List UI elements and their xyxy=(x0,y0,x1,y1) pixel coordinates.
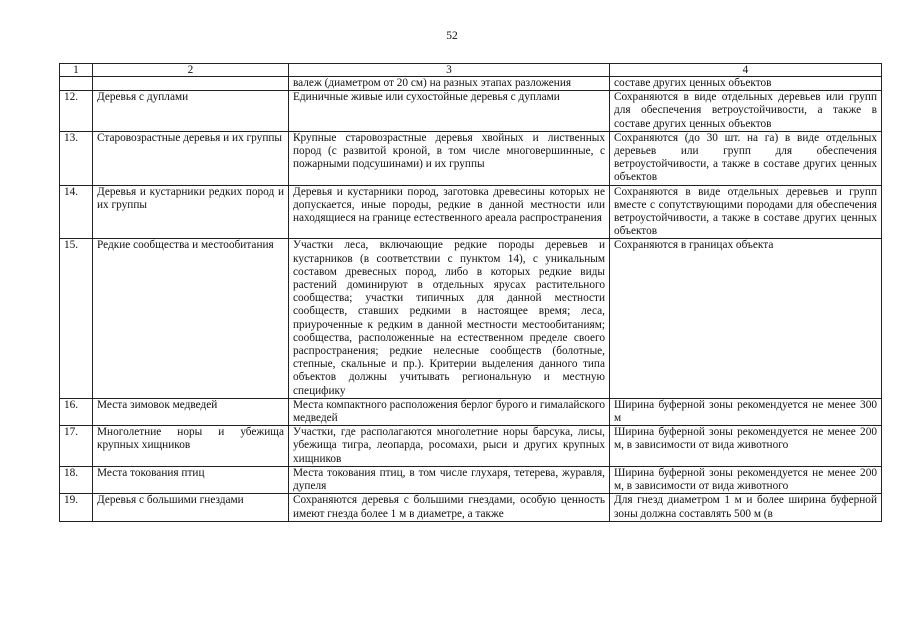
object-name-cell: Старовозрастные деревья и их группы xyxy=(93,131,289,185)
object-description-cell: Места токования птиц, в том числе глухаря, тетерева, журавля, дупеля xyxy=(289,466,610,493)
table-row xyxy=(60,494,882,521)
preservation-measure-cell: Сохраняются в виде отдельных деревьев или групп для обеспечения ветроустойчивости, а также в составе других ценных объектов xyxy=(610,91,882,132)
object-description-cell: Места компактного расположения берлог бурого и гималайского медведей xyxy=(289,398,610,425)
page-number: 52 xyxy=(446,30,458,42)
row-number-cell: 19. xyxy=(60,494,93,521)
object-description-cell: Сохраняются деревья с большими гнездами, особую ценность имеют гнезда более 1 м в диаметре, а также xyxy=(289,494,610,521)
object-name-cell: Деревья с большими гнездами xyxy=(93,494,289,521)
object-name-cell xyxy=(93,77,289,91)
column-header-2: 2 xyxy=(93,64,289,77)
preservation-measure-cell: Ширина буферной зоны рекомендуется не менее 200 м, в зависимости от вида животного xyxy=(610,466,882,493)
preservation-measure-cell: Ширина буферной зоны рекомендуется не менее 300 м xyxy=(610,398,882,425)
preservation-measure-cell: Ширина буферной зоны рекомендуется не менее 200 м, в зависимости от вида животного xyxy=(610,426,882,467)
table-row xyxy=(60,426,882,467)
object-description-cell: Участки леса, включающие редкие породы деревьев и кустарников (в соответствии с пунктом 14), с уникальным составом древесных пород, либо в которых редкие виды растений доминируют в отдельных ярусах растительного сообщества; участки типичных для данной местности сообществ, ставших редкими в настоящее время; леса, приуроченные к редким в данной местности местообитаниям; сообщества, расположенные на естественном пределе своего распространения; редкие нелесные сообществ (болотные, степные, скальные и пр.). Критерии выделения данного типа объектов должны учитывать региональную и местную специфику xyxy=(289,239,610,398)
table-row xyxy=(60,239,882,398)
column-header-1: 1 xyxy=(60,64,93,77)
object-name-cell: Многолетние норы и убежища крупных хищников xyxy=(93,426,289,467)
row-number-cell: 14. xyxy=(60,185,93,239)
row-number-cell: 15. xyxy=(60,239,93,398)
row-number-cell: 13. xyxy=(60,131,93,185)
table-row xyxy=(60,91,882,132)
table-row xyxy=(60,398,882,425)
preservation-measure-cell: Сохраняются в виде отдельных деревьев и групп вместе с сопутствующими породами для обеспечения ветроустойчивости, а также в составе других ценных объектов xyxy=(610,185,882,239)
row-number-cell: 17. xyxy=(60,426,93,467)
table-row xyxy=(60,185,882,239)
object-name-cell: Редкие сообщества и местообитания xyxy=(93,239,289,398)
preservation-measure-cell: Сохраняются в границах объекта xyxy=(610,239,882,398)
object-description-cell: Единичные живые или сухостойные деревья с дуплами xyxy=(289,91,610,132)
objects-table xyxy=(59,63,882,522)
object-description-cell: Крупные старовозрастные деревья хвойных и лиственных пород (с развитой кроной, в том числе многовершинные, с пожарными подсушинами) и их группы xyxy=(289,131,610,185)
object-name-cell: Места токования птиц xyxy=(93,466,289,493)
column-header-3: 3 xyxy=(289,64,610,77)
column-header-4: 4 xyxy=(610,64,882,77)
table-row xyxy=(60,77,882,91)
table-row xyxy=(60,466,882,493)
row-number-cell xyxy=(60,77,93,91)
row-number-cell: 12. xyxy=(60,91,93,132)
object-description-cell: Участки, где располагаются многолетние норы барсука, лисы, убежища тигра, леопарда, росомахи, рыси и других крупных хищников xyxy=(289,426,610,467)
object-name-cell: Деревья и кустарники редких пород и их группы xyxy=(93,185,289,239)
preservation-measure-cell: Сохраняются (до 30 шт. на га) в виде отдельных деревьев или групп для обеспечения ветроустойчивости, а также в составе других ценных объектов xyxy=(610,131,882,185)
row-number-cell: 16. xyxy=(60,398,93,425)
object-description-cell: валеж (диаметром от 20 см) на разных этапах разложения xyxy=(289,77,610,91)
object-name-cell: Места зимовок медведей xyxy=(93,398,289,425)
object-description-cell: Деревья и кустарники пород, заготовка древесины которых не допускается, иные породы, редкие в данной местности или находящиеся на границе естественного ареала распространения xyxy=(289,185,610,239)
preservation-measure-cell: составе других ценных объектов xyxy=(610,77,882,91)
row-number-cell: 18. xyxy=(60,466,93,493)
preservation-measure-cell: Для гнезд диаметром 1 м и более ширина буферной зоны должна составлять 500 м (в xyxy=(610,494,882,521)
table-row xyxy=(60,131,882,185)
objects-table-body xyxy=(60,64,882,522)
table-header-row xyxy=(60,64,882,77)
object-name-cell: Деревья с дуплами xyxy=(93,91,289,132)
